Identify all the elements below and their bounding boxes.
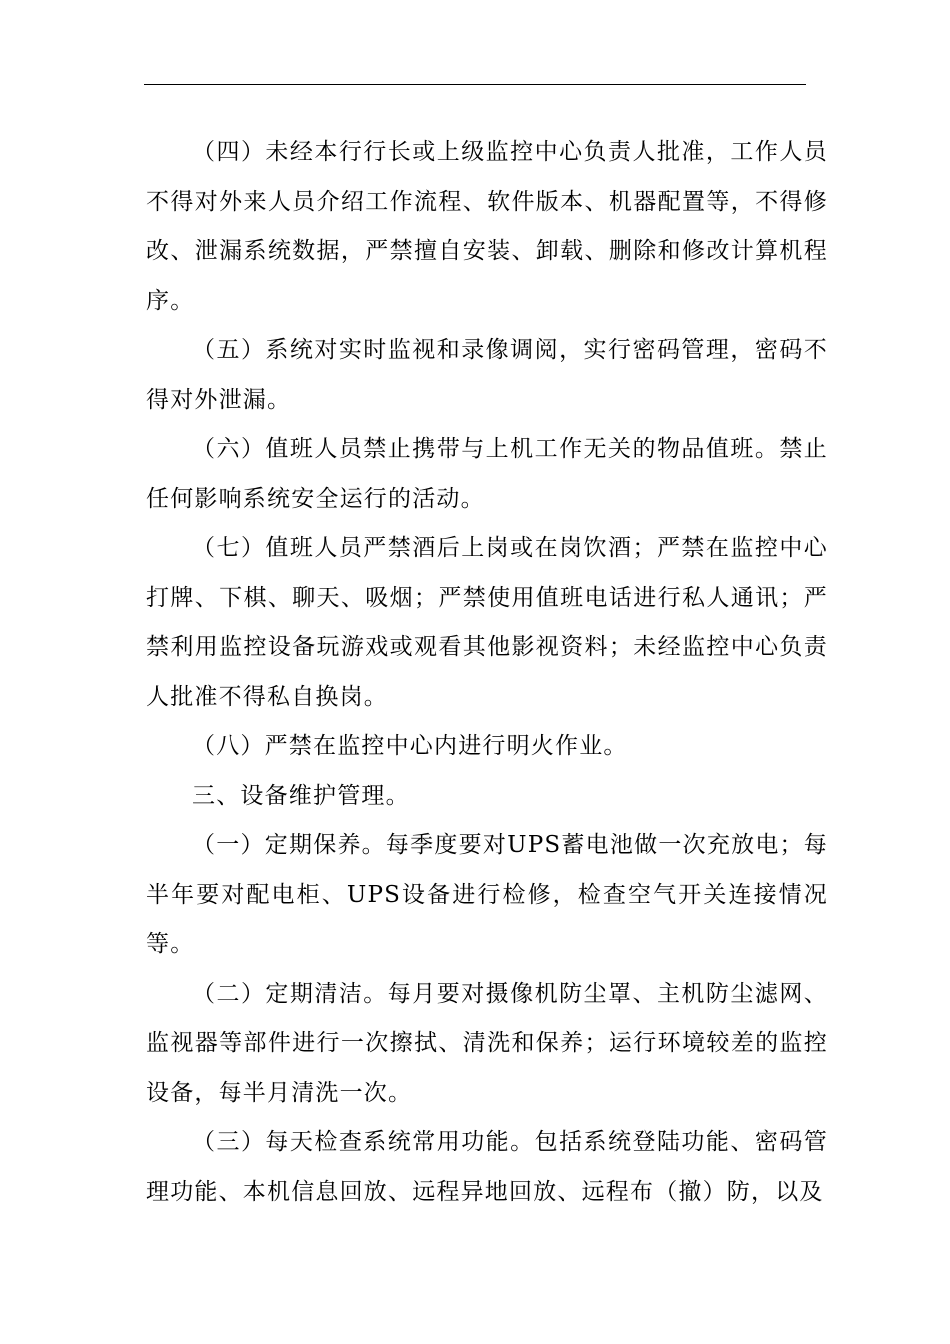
paragraph-6-duty-items: （六）值班人员禁止携带与上机工作无关的物品值班。禁止任何影响系统安全运行的活动。 bbox=[146, 436, 828, 512]
paragraph-8-open-flame: （八）严禁在监控中心内进行明火作业。 bbox=[192, 733, 628, 759]
header-rule bbox=[144, 84, 806, 85]
paragraph-2-cleaning: （二）定期清洁。每月要对摄像机防尘罩、主机防尘滤网、监视器等部件进行一次擦拭、清洗和保养；运行环境较差的监控设备，每半月清洗一次。 bbox=[146, 980, 828, 1106]
paragraph-4-confidentiality: （四）未经本行行长或上级监控中心负责人批准，工作人员不得对外来人员介绍工作流程、软件版本、机器配置等，不得修改、泄漏系统数据，严禁擅自安装、卸载、删除和修改计算机程序。 bbox=[146, 139, 828, 314]
document-body bbox=[146, 128, 828, 1217]
paragraph-7-duty-conduct: （七）值班人员严禁酒后上岗或在岗饮酒；严禁在监控中心打牌、下棋、聊天、吸烟；严禁使用值班电话进行私人通讯；严禁利用监控设备玩游戏或观看其他影视资料；未经监控中心负责人批准不得私自换岗。 bbox=[146, 535, 828, 710]
paragraph-1-maintenance: （一）定期保养。每季度要对UPS蓄电池做一次充放电；每半年要对配电柜、UPS设备进行检修，检查空气开关连接情况等。 bbox=[146, 832, 828, 957]
section-heading-equipment-maintenance: 三、设备维护管理。 bbox=[192, 782, 410, 809]
paragraph-3-daily-check: （三）每天检查系统常用功能。包括系统登陆功能、密码管理功能、本机信息回放、远程异地回放、远程布（撤）防，以及 bbox=[146, 1129, 828, 1205]
paragraph-5-password-management: （五）系统对实时监视和录像调阅，实行密码管理，密码不得对外泄漏。 bbox=[146, 337, 828, 413]
